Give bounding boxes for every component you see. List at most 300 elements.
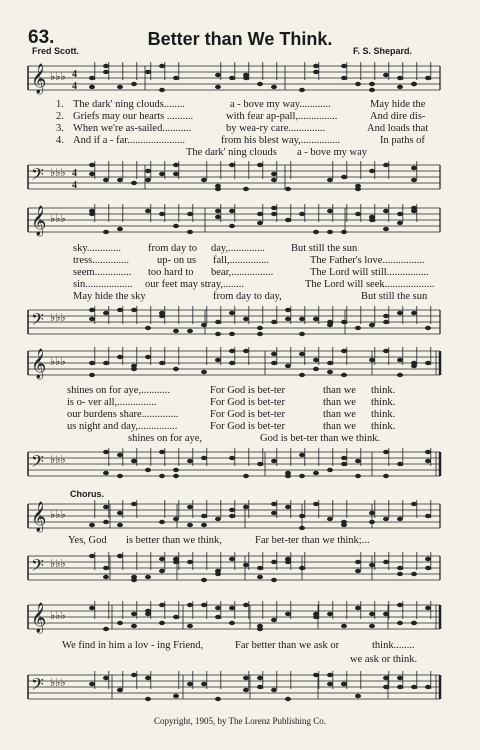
- notehead: [89, 682, 95, 686]
- notehead: [173, 329, 179, 333]
- notehead: [257, 221, 263, 225]
- notehead: [257, 462, 263, 466]
- notehead: [89, 85, 95, 89]
- svg-text:4: 4: [72, 180, 77, 191]
- lyric-s2-v1-a: sky.............: [73, 243, 122, 254]
- notehead: [243, 317, 249, 321]
- notehead: [313, 673, 319, 677]
- lyric-s2-v1-d: But still the sun: [291, 243, 358, 254]
- notehead: [89, 606, 95, 610]
- notehead: [117, 227, 123, 231]
- lyric-chorus-2-bass: we ask or think.: [350, 654, 418, 665]
- notehead: [271, 85, 277, 89]
- notehead: [215, 184, 221, 188]
- notehead: [89, 308, 95, 312]
- notehead: [229, 621, 235, 625]
- notehead: [383, 560, 389, 564]
- notehead: [117, 688, 123, 692]
- notehead: [355, 694, 361, 698]
- notehead: [397, 517, 403, 521]
- notehead: [411, 82, 417, 86]
- notehead: [103, 450, 109, 454]
- notehead: [103, 676, 109, 680]
- notehead: [131, 612, 137, 616]
- lyric-s1-v2-b: with fear ap-pall,...............: [226, 111, 338, 122]
- notehead: [103, 311, 109, 315]
- notehead: [89, 554, 95, 558]
- treble-staff-system-1: [0, 58, 480, 98]
- notehead: [229, 606, 235, 610]
- notehead: [327, 673, 333, 677]
- notehead: [369, 358, 375, 362]
- notehead: [383, 474, 389, 478]
- notehead: [369, 624, 375, 628]
- notehead: [271, 172, 277, 176]
- lyric-chorus-2-c: think........: [372, 640, 415, 651]
- notehead: [145, 326, 151, 330]
- svg-text:♭♭♭: ♭♭♭: [50, 677, 66, 689]
- notehead: [173, 468, 179, 472]
- svg-text:𝄞: 𝄞: [31, 502, 47, 531]
- lyric-s1-v2-c: And dire dis-: [370, 111, 426, 122]
- notehead: [145, 178, 151, 182]
- notehead: [229, 361, 235, 365]
- notehead: [341, 230, 347, 234]
- notehead: [369, 520, 375, 524]
- lyric-s2-v3-d: The Lord will still................: [310, 267, 429, 278]
- lyric-s1-v3-c: And loads that: [367, 123, 429, 134]
- notehead: [159, 474, 165, 478]
- svg-text:𝄢: 𝄢: [31, 453, 44, 475]
- notehead: [215, 215, 221, 219]
- lyric-s3-v1-d: think.: [371, 385, 396, 396]
- notehead: [131, 82, 137, 86]
- notehead: [159, 621, 165, 625]
- notehead: [425, 566, 431, 570]
- notehead: [397, 76, 403, 80]
- lyric-s3-v1-c: than we: [323, 385, 356, 396]
- notehead: [117, 355, 123, 359]
- notehead: [131, 308, 137, 312]
- notehead: [145, 209, 151, 213]
- notehead: [215, 358, 221, 362]
- notehead: [411, 502, 417, 506]
- notehead: [383, 73, 389, 77]
- notehead: [313, 615, 319, 619]
- notehead: [341, 624, 347, 628]
- notehead: [243, 603, 249, 607]
- notehead: [229, 557, 235, 561]
- notehead: [369, 88, 375, 92]
- hymn-number: 63.: [28, 27, 55, 48]
- notehead: [271, 361, 277, 365]
- notehead: [327, 361, 333, 365]
- lyric-s1-v4-c: In paths of: [380, 135, 425, 146]
- notehead: [159, 520, 165, 524]
- notehead: [411, 364, 417, 368]
- lyric-s3-v3-d: think.: [371, 409, 396, 420]
- notehead: [145, 468, 151, 472]
- notehead: [103, 627, 109, 631]
- notehead: [383, 612, 389, 616]
- notehead: [257, 566, 263, 570]
- notehead: [355, 212, 361, 216]
- notehead: [271, 618, 277, 622]
- notehead: [117, 178, 123, 182]
- treble-staff-chorus-1: [0, 496, 480, 536]
- notehead: [369, 215, 375, 219]
- notehead: [313, 230, 319, 234]
- notehead: [215, 615, 221, 619]
- lyric-s1-v3-b: by wea-ry care..............: [226, 123, 326, 134]
- notehead: [173, 517, 179, 521]
- notehead: [201, 603, 207, 607]
- lyric-s1-bass-a: The dark' ning clouds: [186, 147, 277, 158]
- stanza-number-2: 2.: [56, 111, 64, 122]
- notehead: [215, 320, 221, 324]
- notehead: [243, 73, 249, 77]
- lyric-s2-v1-c: day,..............: [211, 243, 265, 254]
- notehead: [131, 181, 137, 185]
- notehead: [89, 212, 95, 216]
- lyric-s1-v4-a: And if a - far......................: [73, 135, 185, 146]
- notehead: [355, 474, 361, 478]
- lyric-s2-v2-c: fall,...............: [213, 255, 269, 266]
- svg-text:♭♭♭: ♭♭♭: [50, 454, 66, 466]
- notehead: [271, 502, 277, 506]
- notehead: [131, 502, 137, 506]
- notehead: [215, 697, 221, 701]
- notehead: [313, 502, 319, 506]
- notehead: [131, 364, 137, 368]
- notehead: [257, 575, 263, 579]
- notehead: [397, 85, 403, 89]
- lyric-chorus-2-a: We find in him a lov - ing Friend,: [62, 640, 204, 651]
- notehead: [173, 694, 179, 698]
- notehead: [89, 76, 95, 80]
- notehead: [299, 88, 305, 92]
- lyric-s1-v1-b: a - bove my way............: [230, 99, 331, 110]
- notehead: [117, 523, 123, 527]
- svg-text:𝄞: 𝄞: [31, 349, 47, 378]
- notehead: [103, 575, 109, 579]
- lyric-chorus-2-b: Far better than we ask or: [235, 640, 340, 651]
- notehead: [173, 615, 179, 619]
- notehead: [215, 517, 221, 521]
- notehead: [257, 624, 263, 628]
- notehead: [201, 178, 207, 182]
- notehead: [271, 206, 277, 210]
- notehead: [103, 505, 109, 509]
- notehead: [187, 329, 193, 333]
- notehead: [271, 352, 277, 356]
- notehead: [117, 308, 123, 312]
- bass-staff-system-1: [0, 157, 480, 197]
- lyric-chorus-1-a: Yes, God: [68, 535, 107, 546]
- notehead: [383, 450, 389, 454]
- notehead: [383, 227, 389, 231]
- notehead: [229, 349, 235, 353]
- notehead: [271, 560, 277, 564]
- notehead: [383, 676, 389, 680]
- notehead: [187, 523, 193, 527]
- svg-text:♭♭♭: ♭♭♭: [50, 167, 66, 179]
- notehead: [159, 64, 165, 68]
- notehead: [341, 682, 347, 686]
- notehead: [285, 187, 291, 191]
- notehead: [397, 572, 403, 576]
- notehead: [313, 367, 319, 371]
- composer-credit: F. S. Shepard.: [353, 46, 413, 56]
- notehead: [425, 76, 431, 80]
- notehead: [313, 317, 319, 321]
- notehead: [117, 621, 123, 625]
- notehead: [173, 560, 179, 564]
- notehead: [369, 612, 375, 616]
- notehead: [425, 450, 431, 454]
- notehead: [285, 218, 291, 222]
- lyric-s2-bass-b: from day to day,: [213, 291, 282, 302]
- notehead: [397, 462, 403, 466]
- copyright-notice: Copyright, 1905, by The Lorenz Publishing Co.: [153, 716, 327, 726]
- notehead: [117, 474, 123, 478]
- notehead: [89, 373, 95, 377]
- notehead: [243, 505, 249, 509]
- notehead: [425, 361, 431, 365]
- lyric-s3-v3-b: For God is bet-ter: [210, 409, 285, 420]
- notehead: [327, 209, 333, 213]
- notehead: [355, 606, 361, 610]
- svg-text:♭♭♭: ♭♭♭: [50, 509, 66, 521]
- notehead: [131, 673, 137, 677]
- notehead: [229, 224, 235, 228]
- notehead: [257, 212, 263, 216]
- notehead: [299, 474, 305, 478]
- notehead: [89, 163, 95, 167]
- notehead: [187, 459, 193, 463]
- lyric-chorus-1-c: Far bet-ter than we think;...: [255, 535, 370, 546]
- notehead: [131, 578, 137, 582]
- svg-text:𝄞: 𝄞: [31, 206, 47, 235]
- notehead: [299, 352, 305, 356]
- svg-text:𝄞: 𝄞: [31, 64, 47, 94]
- notehead: [201, 370, 207, 374]
- notehead: [229, 456, 235, 460]
- notehead: [411, 685, 417, 689]
- lyric-s2-v3-a: seem..............: [73, 267, 132, 278]
- notehead: [89, 317, 95, 321]
- notehead: [159, 450, 165, 454]
- notehead: [355, 326, 361, 330]
- bass-staff-system-3: [0, 444, 480, 484]
- notehead: [103, 64, 109, 68]
- notehead: [243, 474, 249, 478]
- stanza-number-4: 4.: [56, 135, 64, 146]
- notehead: [341, 320, 347, 324]
- chorus-label: Chorus.: [70, 489, 105, 499]
- notehead: [355, 184, 361, 188]
- lyric-s2-v2-a: tress..............: [73, 255, 129, 266]
- notehead: [397, 676, 403, 680]
- notehead: [103, 520, 109, 524]
- notehead: [187, 560, 193, 564]
- notehead: [103, 70, 109, 74]
- notehead: [369, 511, 375, 515]
- notehead: [159, 88, 165, 92]
- notehead: [229, 332, 235, 336]
- notehead: [201, 578, 207, 582]
- notehead: [173, 76, 179, 80]
- lyric-s3-v1-a: shines on for aye,...........: [67, 385, 170, 396]
- notehead: [285, 612, 291, 616]
- notehead: [369, 82, 375, 86]
- notehead: [397, 566, 403, 570]
- lyric-s3-v4-c: than we: [323, 421, 356, 432]
- notehead: [383, 320, 389, 324]
- lyric-s2-bass-a: May hide the sky: [73, 291, 146, 302]
- notehead: [341, 175, 347, 179]
- lyric-s3-v4-b: For God is bet-ter: [210, 421, 285, 432]
- notehead: [425, 514, 431, 518]
- notehead: [341, 456, 347, 460]
- svg-text:𝄢: 𝄢: [31, 311, 44, 333]
- svg-text:𝄞: 𝄞: [31, 603, 47, 632]
- notehead: [327, 323, 333, 327]
- notehead: [397, 311, 403, 315]
- notehead: [383, 314, 389, 318]
- notehead: [355, 560, 361, 564]
- notehead: [285, 697, 291, 701]
- notehead: [187, 682, 193, 686]
- notehead: [229, 76, 235, 80]
- notehead: [103, 471, 109, 475]
- notehead: [425, 459, 431, 463]
- notehead: [243, 688, 249, 692]
- notehead: [89, 523, 95, 527]
- lyric-s3-v1-b: For God is bet-ter: [210, 385, 285, 396]
- notehead: [271, 178, 277, 182]
- notehead: [159, 212, 165, 216]
- notehead: [369, 323, 375, 327]
- notehead: [201, 456, 207, 460]
- notehead: [397, 685, 403, 689]
- notehead: [159, 311, 165, 315]
- notehead: [243, 563, 249, 567]
- notehead: [355, 569, 361, 573]
- notehead: [257, 326, 263, 330]
- notehead: [397, 603, 403, 607]
- notehead: [369, 563, 375, 567]
- lyric-s3-bass-a: shines on for aye,: [128, 433, 203, 444]
- notehead: [271, 511, 277, 515]
- notehead: [355, 82, 361, 86]
- notehead: [383, 163, 389, 167]
- notehead: [257, 685, 263, 689]
- notehead: [145, 355, 151, 359]
- notehead: [215, 606, 221, 610]
- notehead: [201, 523, 207, 527]
- notehead: [299, 212, 305, 216]
- notehead: [341, 64, 347, 68]
- notehead: [173, 367, 179, 371]
- notehead: [89, 172, 95, 176]
- notehead: [327, 517, 333, 521]
- notehead: [229, 514, 235, 518]
- notehead: [285, 317, 291, 321]
- notehead: [145, 676, 151, 680]
- lyric-s2-v2-b: up- on us: [157, 255, 197, 266]
- treble-staff-chorus-2: [0, 597, 480, 637]
- notehead: [89, 361, 95, 365]
- notehead: [313, 70, 319, 74]
- notehead: [411, 178, 417, 182]
- notehead: [131, 459, 137, 463]
- notehead: [383, 517, 389, 521]
- svg-text:4: 4: [72, 69, 77, 80]
- notehead: [145, 697, 151, 701]
- notehead: [117, 453, 123, 457]
- notehead: [271, 320, 277, 324]
- notehead: [145, 169, 151, 173]
- notehead: [327, 682, 333, 686]
- notehead: [145, 609, 151, 613]
- notehead: [215, 85, 221, 89]
- lyric-s1-bass-b: a - bove my way: [297, 147, 367, 158]
- notehead: [145, 70, 151, 74]
- notehead: [397, 221, 403, 225]
- hymn-title: Better than We Think.: [147, 29, 333, 49]
- lyric-s2-v4-b: our feet may stray,........: [145, 279, 245, 290]
- lyric-s1-v2-a: Griefs may our hearts ..........: [73, 111, 194, 122]
- notehead: [271, 688, 277, 692]
- notehead: [397, 212, 403, 216]
- notehead: [159, 557, 165, 561]
- notehead: [229, 508, 235, 512]
- notehead: [159, 361, 165, 365]
- notehead: [299, 526, 305, 530]
- lyric-s3-v2-d: think.: [371, 397, 396, 408]
- notehead: [327, 178, 333, 182]
- notehead: [425, 606, 431, 610]
- notehead: [187, 230, 193, 234]
- notehead: [131, 624, 137, 628]
- notehead: [327, 370, 333, 374]
- notehead: [327, 612, 333, 616]
- svg-text:𝄢: 𝄢: [31, 676, 44, 698]
- notehead: [159, 172, 165, 176]
- notehead: [411, 166, 417, 170]
- notehead: [341, 349, 347, 353]
- lyric-s2-bass-c: But still the sun: [361, 291, 428, 302]
- notehead: [103, 230, 109, 234]
- author-credit: Fred Scott.: [32, 46, 80, 56]
- notehead: [341, 462, 347, 466]
- lyric-s3-v2-b: For God is bet-ter: [210, 397, 285, 408]
- svg-text:𝄢: 𝄢: [31, 166, 44, 188]
- notehead: [243, 349, 249, 353]
- treble-staff-system-3: [0, 343, 480, 383]
- lyric-s2-v2-d: The Father's love................: [310, 255, 425, 266]
- treble-staff-system-2: [0, 200, 480, 240]
- notehead: [257, 332, 263, 336]
- lyric-s3-v2-c: than we: [323, 397, 356, 408]
- notehead: [201, 323, 207, 327]
- notehead: [201, 682, 207, 686]
- notehead: [383, 349, 389, 353]
- lyric-s3-bass-b: God is bet-ter than we think.: [260, 433, 381, 444]
- notehead: [103, 361, 109, 365]
- notehead: [285, 505, 291, 509]
